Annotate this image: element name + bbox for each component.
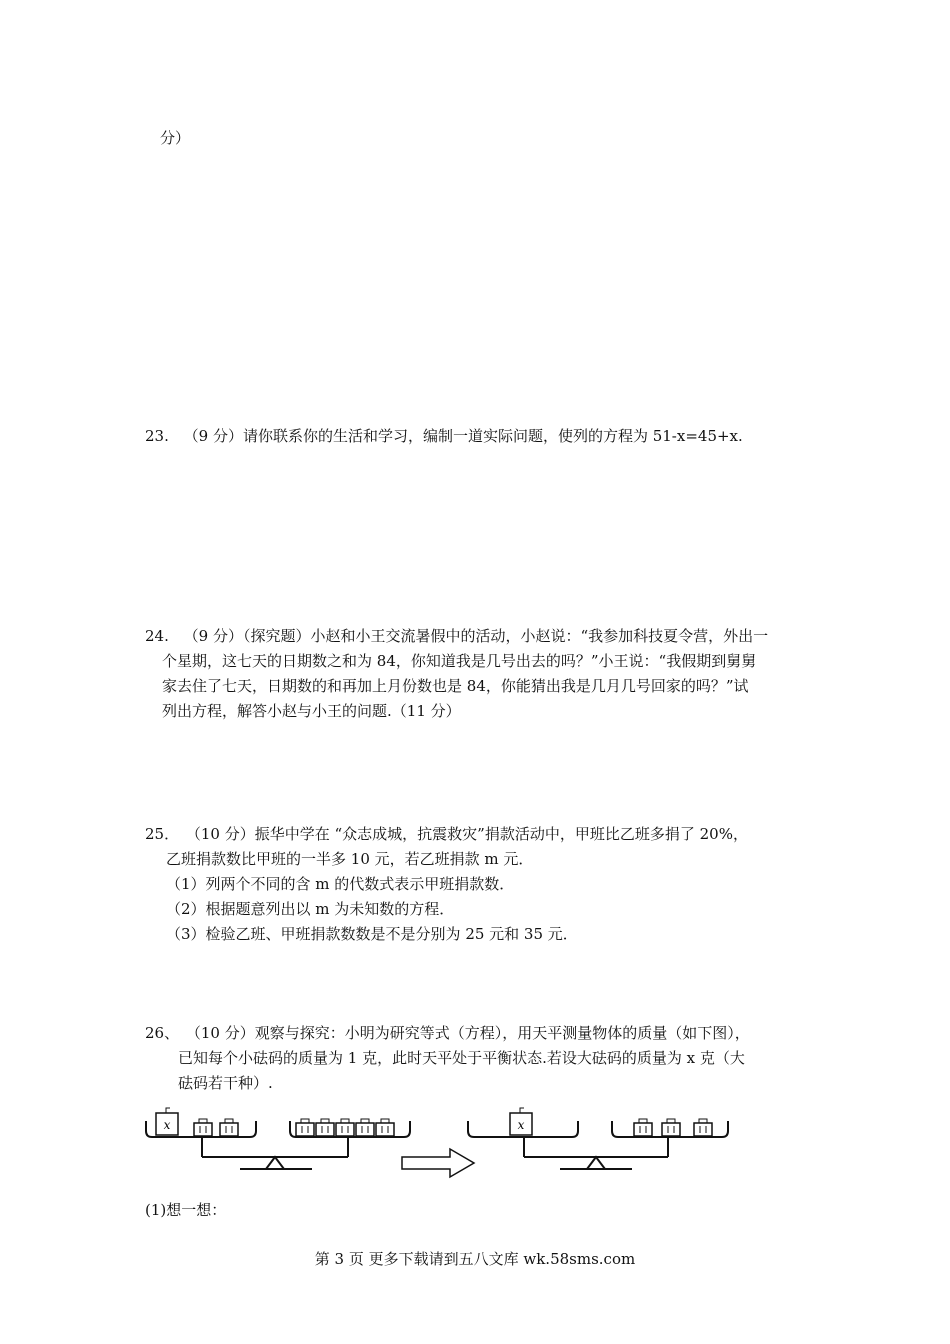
question-25-line-1 <box>145 824 748 844</box>
small-weight-icon <box>694 1123 712 1136</box>
right-balance <box>468 1108 728 1169</box>
question-number: 26、 <box>145 1024 180 1042</box>
page-footer: 第 3 页 更多下载请到五八文库 wk.58sms.com <box>314 1250 636 1268</box>
small-weight-icon <box>376 1123 394 1136</box>
left-balance <box>146 1108 410 1169</box>
big-weight-label: x <box>517 1118 525 1132</box>
question-text: （10 分）观察与探究：小明为研究等式（方程），用天平测量物体的质量（如下图）， <box>185 1024 750 1042</box>
question-26-line-2: 已知每个小砝码的质量为 1 克，此时天平处于平衡状态.若设大砝码的质量为 x 克（大 <box>178 1049 745 1067</box>
fulcrum <box>266 1157 284 1169</box>
question-number: 24. <box>145 627 169 645</box>
right-arrow-icon <box>402 1149 474 1177</box>
question-23 <box>145 426 743 446</box>
question-24-line-3: 家去住了七天，日期数的和再加上月份数也是 84，你能猜出我是几月几号回家的吗？”试 <box>162 677 749 695</box>
big-weight-label: x <box>163 1118 171 1132</box>
question-number: 23. <box>145 427 169 445</box>
question-number: 25． <box>145 825 180 843</box>
balance-scale-figure <box>140 1105 740 1185</box>
small-weight-icon <box>296 1123 314 1136</box>
question-25-line-2: 乙班捐款数比甲班的一半多 10 元，若乙班捐款 m 元． <box>166 850 534 868</box>
previous-question-fragment: 分） <box>160 129 191 147</box>
question-24-line-4: 列出方程，解答小赵与小王的问题.（11 分） <box>162 702 461 720</box>
question-25-part-3: （3）检验乙班、甲班捐款数数是不是分别为 25 元和 35 元． <box>166 925 578 943</box>
question-text: （9 分）（探究题）小赵和小王交流暑假中的活动，小赵说：“我参加科技夏令营，外出一 <box>183 627 769 645</box>
small-weight-icon <box>662 1123 680 1136</box>
question-25-part-1: （1）列两个不同的含 m 的代数式表示甲班捐款数． <box>166 875 515 893</box>
small-weight-icon <box>634 1123 652 1136</box>
question-24-line-1 <box>145 626 768 646</box>
question-text: （9 分）请你联系你的生活和学习，编制一道实际问题，使列的方程为 51-x=45+x. <box>183 427 743 445</box>
question-text: （10 分）振华中学在 “众志成城，抗震救灾”捐款活动中，甲班比乙班多捐了 20%， <box>185 825 748 843</box>
small-weight-icon <box>336 1123 354 1136</box>
question-26-subpart-1: (1)想一想： <box>145 1201 227 1219</box>
small-weight-icon <box>356 1123 374 1136</box>
question-24-line-2: 个星期，这七天的日期数之和为 84，你知道我是几号出去的吗？”小王说：“我假期到舅舅 <box>162 652 757 670</box>
small-weight-icon <box>220 1123 238 1136</box>
small-weight-icon <box>316 1123 334 1136</box>
small-weight-icon <box>194 1123 212 1136</box>
question-26-line-3: 砝码若干种）. <box>178 1074 273 1092</box>
question-25-part-2: （2）根据题意列出以 m 为未知数的方程． <box>166 900 455 918</box>
question-26-line-1 <box>145 1023 750 1043</box>
